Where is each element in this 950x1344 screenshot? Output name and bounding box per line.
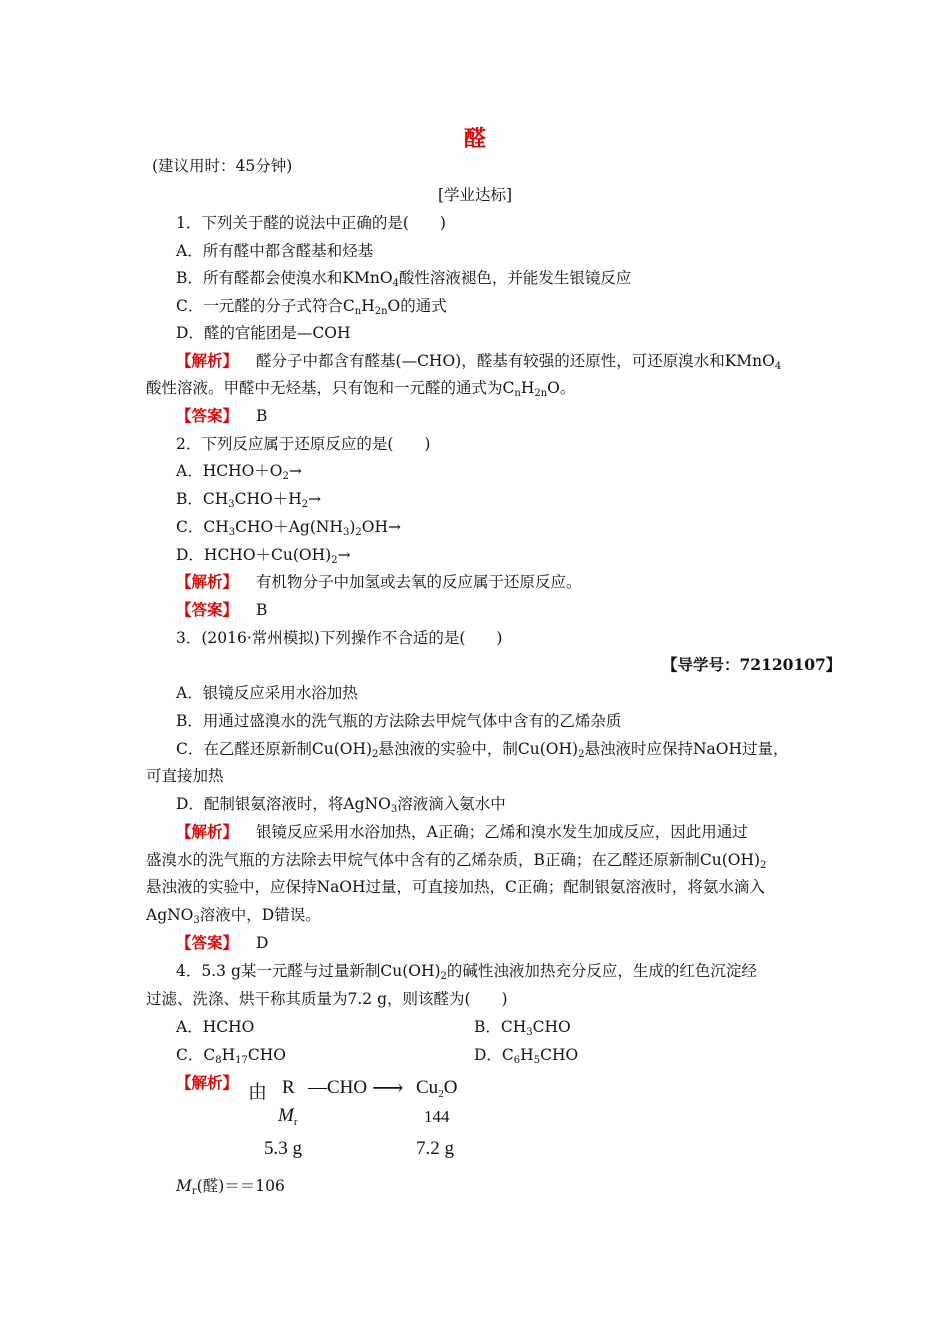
analysis-tag: 【解析】 xyxy=(176,572,239,591)
q3-analysis: 【解析】 银镜反应采用水浴加热，A正确；乙烯和溴水发生加成反应，因此用通过 xyxy=(176,822,748,841)
q4-option-c: C．$C_8H_{17}CHO$ xyxy=(176,1046,286,1066)
q2-analysis: 【解析】 有机物分子中加氢或去氧的反应属于还原反应。 xyxy=(176,572,582,591)
answer-tag: 【答案】 xyxy=(176,600,239,619)
analysis-tag: 【解析】 xyxy=(176,351,239,370)
formula-you: 由 xyxy=(248,1082,268,1103)
q4-option-b: B．$CH_3CHO$ xyxy=(474,1018,571,1038)
analysis-tag: 【解析】 xyxy=(176,822,239,841)
formula-mass-aldehyde: 5.3 g xyxy=(264,1138,302,1159)
guide-number: 【导学号：72120107】 xyxy=(662,655,842,674)
q3-option-b: B．用通过盛溴水的洗气瓶的方法除去甲烷气体中含有的乙烯杂质 xyxy=(176,712,622,730)
formula-mr: $M_r$ xyxy=(278,1105,298,1128)
q1-answer: 【答案】 B xyxy=(176,406,268,425)
q1-stem: 1．下列关于醛的说法中正确的是( ) xyxy=(176,214,446,232)
answer-tag: 【答案】 xyxy=(176,933,239,952)
formula-arrow: ⟶ xyxy=(372,1075,404,1100)
q2-answer: 【答案】 B xyxy=(176,600,268,619)
q3-analysis-line4: AgNO$_3$溶液中，D错误。 xyxy=(146,906,321,926)
formula-mass-cu2o: 7.2 g xyxy=(416,1138,454,1159)
formula-r: R xyxy=(282,1077,295,1098)
q2-option-b: B．$CH_3CHO+H_2\to$ xyxy=(176,490,322,510)
formula-cu2o: $Cu_2O$ xyxy=(416,1077,458,1100)
q4-stem-cont: 过滤、洗涤、烘干称其质量为7.2 g，则该醛为( ) xyxy=(146,990,508,1008)
q1-analysis: 【解析】 醛分子中都含有醛基(—CHO)，醛基有较强的还原性，可还原溴水和KMnO$_4$ xyxy=(176,351,782,372)
formula-144: 144 xyxy=(424,1107,450,1126)
answer-tag: 【答案】 xyxy=(176,406,239,425)
q1-analysis-cont: 酸性溶液。甲醛中无烃基，只有饱和一元醛的通式为$C_nH_{2n}O$。 xyxy=(146,379,576,399)
q3-option-a: A．银镜反应采用水浴加热 xyxy=(176,684,358,702)
section-heading: [学业达标] xyxy=(437,186,513,204)
q2-option-a: A．$HCHO+O_2\to$ xyxy=(176,462,302,482)
q3-analysis-line2: 盛溴水的洗气瓶的方法除去甲烷气体中含有的乙烯杂质，B正确；在乙醛还原新制$Cu(OH)_2$ xyxy=(146,851,767,871)
q3-analysis-line3: 悬浊液的实验中，应保持NaOH过量，可直接加热，C正确；配制银氨溶液时，将氨水滴入 xyxy=(146,878,765,896)
q4-stem: 4．5.3 g某一元醛与过量新制$Cu(OH)_2$的碱性浊液加热充分反应，生成的红色沉淀经 xyxy=(176,962,757,982)
q3-option-c: C．在乙醛还原新制$Cu(OH)_2$悬浊液的实验中，制$Cu(OH)_2$悬浊液时应保持NaOH过量， xyxy=(176,740,789,760)
q3-answer: 【答案】 D xyxy=(176,933,269,952)
q2-option-c: C．$CH_3CHO+Ag(NH_3)_2OH\to$ xyxy=(176,518,401,538)
q3-option-c-cont: 可直接加热 xyxy=(146,767,224,785)
q1-option-d: D．醛的官能团是—COH xyxy=(176,324,351,342)
q4-result: $M_r$(醛)＝＝106 xyxy=(176,1177,285,1197)
page-title: 醛 xyxy=(463,126,486,152)
q1-option-a: A．所有醛中都含醛基和烃基 xyxy=(176,242,374,260)
formula-cho: —CHO xyxy=(308,1077,368,1098)
q3-stem: 3．(2016·常州模拟)下列操作不合适的是( ) xyxy=(176,629,503,647)
analysis-tag: 【解析】 xyxy=(176,1073,239,1092)
q2-option-d: D．$HCHO+Cu(OH)_2\to$ xyxy=(176,546,351,566)
q1-option-b: B．所有醛都会使溴水和KMnO$_4$酸性溶液褪色，并能发生银镜反应 xyxy=(176,269,632,289)
q1-option-c: C．一元醛的分子式符合$C_nH_{2n}O$的通式 xyxy=(176,297,447,317)
q4-option-d: D．$C_6H_5CHO$ xyxy=(474,1046,579,1066)
q2-stem: 2．下列反应属于还原反应的是( ) xyxy=(176,435,431,453)
q4-analysis-tag xyxy=(176,1073,238,1093)
time-note: (建议用时：45分钟) xyxy=(152,157,293,175)
q4-option-a: A．HCHO xyxy=(176,1018,255,1036)
q3-option-d: D．配制银氨溶液时，将AgNO$_3$溶液滴入氨水中 xyxy=(176,795,506,815)
